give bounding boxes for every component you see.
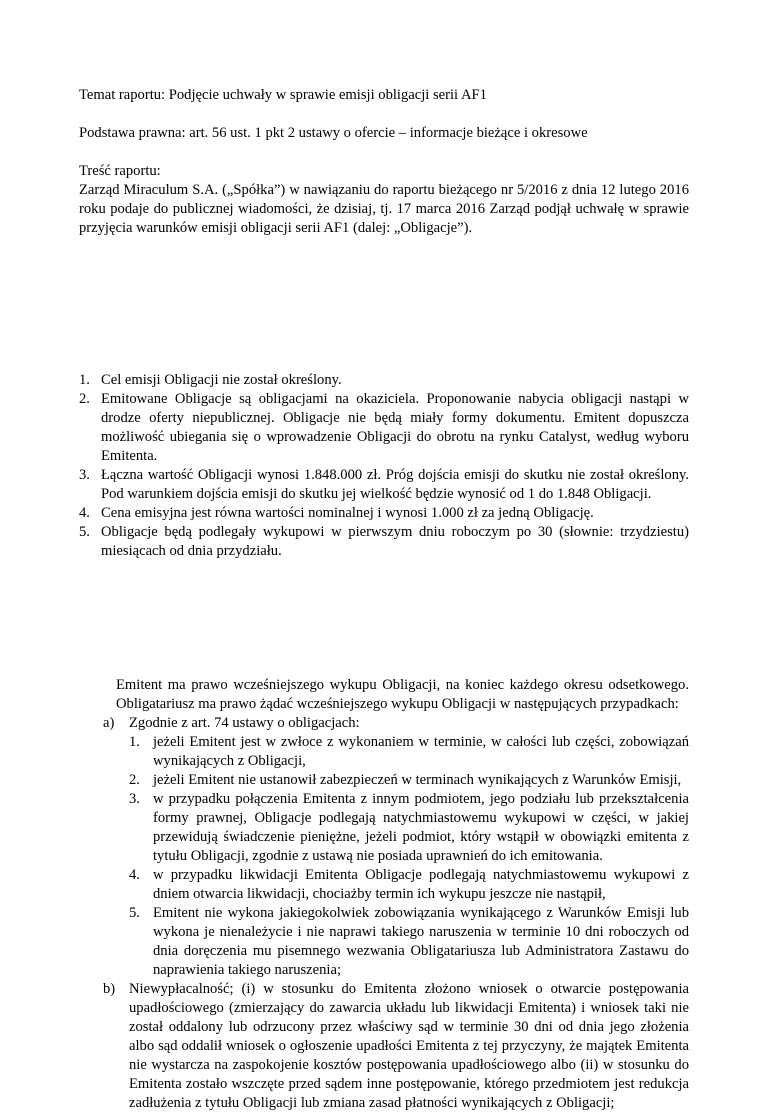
list-item: 1. jeżeli Emitent jest w zwłoce z wykonaniem w terminie, w całości lub części, zobowiązań wynikających z Obligacji, [129,734,689,769]
list-item: 5. Emitent nie wykona jakiegokolwiek zobowiązania wynikającego z Warunków Emisji lub wykona je nienależycie i nie naprawi takiego naruszenia w terminie 10 dni roboczych od dnia doręczenia mu pisemnego wezwania Obligatariusza lub Administratora Zastawu do naprawienia takiego naruszenia; [129,905,689,978]
report-subject: Temat raportu: Podjęcie uchwały w sprawie emisji obligacji serii AF1 [79,87,487,103]
early-redemption-intro: Emitent ma prawo wcześniejszego wykupu Obligacji, na koniec każdego okresu odsetkowego. Obligatariusz ma prawo żądać wcześniejszego wykupu Obligacji w następujących przypadkach: [116,677,689,712]
case-b: b) Niewypłacalność; (i) w stosunku do Emitenta złożono wniosek o otwarcie postępowania upadłościowego (zmierzający do zawarcia układu lub likwidacji Emitenta) i wniosek taki nie został oddalony lub odrzucony przez właściwy sąd w terminie 30 dni od dnia jego złożenia albo sąd oddalił wniosek o ogłoszenie upadłości Emitenta z tej przyczyny, że majątek Emitenta nie wystarcza na zaspokojenie kosztów postępowania upadłościowego albo (ii) w stosunku do Emitenta zostało wszczęte przed sądem inne postępowanie, którego przedmiotem jest redukcja zadłużenia z tytułu Obligacji lub zmiana zasad płatności wynikających z Obligacji; [103,981,689,1111]
list-item: 2. jeżeli Emitent nie ustanowił zabezpieczeń w terminach wynikających z Warunków Emisji, [129,772,682,788]
list-item: 3. w przypadku połączenia Emitenta z innym podmiotem, jego podziału lub przekształcenia formy prawnej, Obligacje podlegają natychmiastowemu wykupowi w części, w jakiej przewidują świadczenie pieniężne, jeżeli podmiot, który wstąpił w obowiązki emitenta z tytułu Obligacji, zgodnie z ustawą nie posiada uprawnień do ich emitowania. [129,791,689,864]
content-intro: Zarząd Miraculum S.A. („Spółka”) w nawiązaniu do raportu bieżącego nr 5/2016 z dnia 12 lutego 2016 roku podaje do publicznej wiadomości, że dzisiaj, tj. 17 marca 2016 Zarząd podjął uchwałę w sprawie przyjęcia warunków emisji obligacji serii AF1 (dalej: „Obligacje”). [79,182,689,236]
list-item: 4. Cena emisyjna jest równa wartości nominalnej i wynosi 1.000 zł za jedną Obligację. [79,505,594,521]
content-heading: Treść raportu: [79,163,161,179]
legal-basis: Podstawa prawna: art. 56 ust. 1 pkt 2 ustawy o ofercie – informacje bieżące i okresowe [79,125,588,141]
list-item: 2. Emitowane Obligacje są obligacjami na okaziciela. Proponowanie nabycia obligacji nastąpi w drodze oferty niepublicznej. Obligacje nie będą miały formy dokumentu. Emitent dopuszcza możliwość ubiegania się o wprowadzenie Obligacji do obrotu na rynku Catalyst, według wyboru Emitenta. [79,391,689,464]
case-b-text: Niewypłacalność; (i) w stosunku do Emitenta złożono wniosek o otwarcie postępowania upadłościowego (zmierzający do zawarcia układu lub likwidacji Emitenta) i wniosek taki nie został oddalony lub odrzucony przez właściwy sąd w terminie 30 dni od dnia jego złożenia albo sąd oddalił wniosek o ogłoszenie upadłości Emitenta z tej przyczyny, że majątek Emitenta nie wystarcza na zaspokojenie kosztów postępowania upadłościowego albo (ii) w stosunku do Emitenta zostało wszczęte przed sądem inne postępowanie, którego przedmiotem jest redukcja zadłużenia z tytułu Obligacji lub zmiana zasad płatności wynikających z Obligacji; [129,981,689,1111]
case-a: a) Zgodnie z art. 74 ustawy o obligacjach: 1. jeżeli Emitent jest w zwłoce z wykonaniem w terminie, w całości lub części, zobowiązań wynikających z Obligacji, 2. jeżeli Emitent nie ustanowił zabezpieczeń w terminach wynikających z Warunków Emisji, 3. w przypadku połączenia Emitenta z innym podmiotem, jego podziału lub przekształcenia formy prawnej, Obligacje podlegają natychmiastowemu wykupowi w części, w jakiej przewidują świadczenie pieniężne, jeżeli podmiot, który wstąpił w obowiązki emitenta z tytułu Obligacji, zgodnie z ustawą nie posiada uprawnień do ich emitowania. 4. w przypadku likwidacji Emitenta Obligacje podlegają natychmiastowemu wykupowi z dniem otwarcia likwidacji, chociażby termin ich wykupu jeszcze nie nastąpił, 5. Emitent nie wykona jakiegokolwiek zobowiązania wynikającego z Warunków Emisji lub wykona je nienależycie i nie naprawi takiego naruszenia w terminie 10 dni roboczych od dnia doręczenia mu pisemnego wezwania Obligatariusza lub Administratora Zastawu do naprawienia takiego naruszenia; [103,715,689,978]
early-redemption-section [103,676,689,1113]
list-item: 4. w przypadku likwidacji Emitenta Obligacje podlegają natychmiastowemu wykupowi z dniem otwarcia likwidacji, chociażby termin ich wykupu jeszcze nie nastąpił, [129,867,689,902]
case-a-text: Zgodnie z art. 74 ustawy o obligacjach: [129,715,360,731]
list-item: 5. Obligacje będą podlegały wykupowi w pierwszym dniu roboczym po 30 (słownie: trzydziestu) miesiącach od dnia przydziału. [79,524,689,559]
list-item: 3. Łączna wartość Obligacji wynosi 1.848.000 zł. Próg dojścia emisji do skutku nie został określony. Pod warunkiem dojścia emisji do skutku jej wielkość będzie wynosić od 1 do 1.848 Obligacji. [79,467,689,502]
main-points-list [79,371,689,561]
list-item: 1. Cel emisji Obligacji nie został określony. [79,372,342,388]
case-a-list [129,733,689,980]
